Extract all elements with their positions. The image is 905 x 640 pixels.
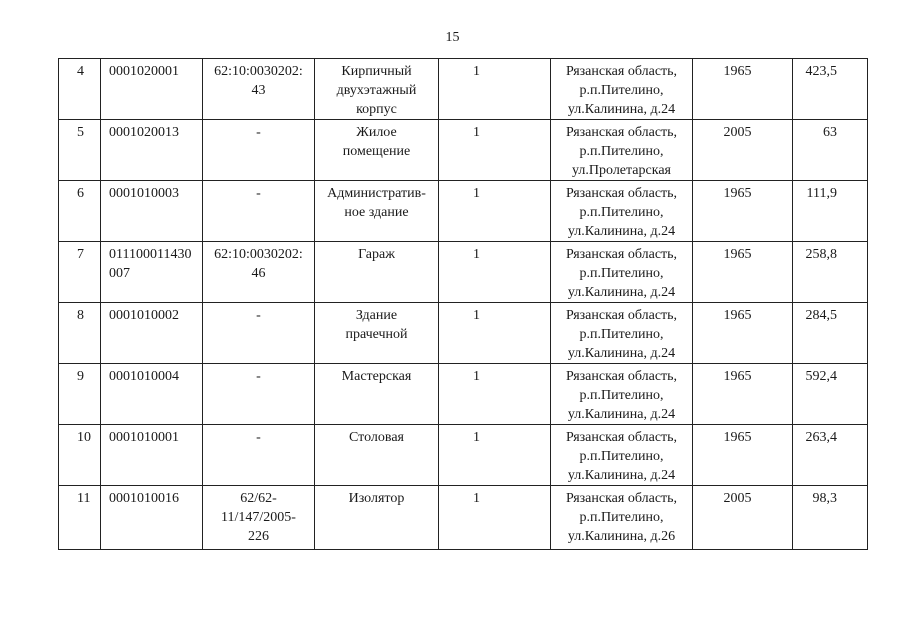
table-row xyxy=(59,242,868,303)
cell-area: 423,5 xyxy=(793,59,868,120)
cell-row-number: 8 xyxy=(59,303,101,364)
property-table xyxy=(58,58,868,550)
cell-quantity: 1 xyxy=(439,181,551,242)
cell-quantity: 1 xyxy=(439,303,551,364)
cell-address: Рязанская область, р.п.Пителино, ул.Пролетарская xyxy=(551,120,693,181)
cell-cadastral-number: - xyxy=(203,364,315,425)
cell-address: Рязанская область, р.п.Пителино, ул.Калинина, д.24 xyxy=(551,59,693,120)
table-row xyxy=(59,120,868,181)
cell-object-name: Административ- ное здание xyxy=(315,181,439,242)
cell-year: 1965 xyxy=(693,303,793,364)
cell-area: 63 xyxy=(793,120,868,181)
cell-cadastral-number: - xyxy=(203,181,315,242)
cell-year: 2005 xyxy=(693,120,793,181)
cell-quantity: 1 xyxy=(439,242,551,303)
cell-row-number: 9 xyxy=(59,364,101,425)
cell-year: 1965 xyxy=(693,425,793,486)
cell-year: 1965 xyxy=(693,181,793,242)
cell-quantity: 1 xyxy=(439,425,551,486)
cell-year: 2005 xyxy=(693,486,793,550)
cell-address: Рязанская область, р.п.Пителино, ул.Калинина, д.24 xyxy=(551,242,693,303)
table-row xyxy=(59,364,868,425)
cell-row-number: 11 xyxy=(59,486,101,550)
cell-cadastral-number: - xyxy=(203,120,315,181)
cell-row-number: 5 xyxy=(59,120,101,181)
table-row xyxy=(59,59,868,120)
cell-inventory-number: 0001010002 xyxy=(101,303,203,364)
cell-inventory-number: 0001020013 xyxy=(101,120,203,181)
cell-inventory-number: 0001010003 xyxy=(101,181,203,242)
cell-cadastral-number: - xyxy=(203,303,315,364)
cell-year: 1965 xyxy=(693,59,793,120)
cell-inventory-number: 0001010016 xyxy=(101,486,203,550)
cell-address: Рязанская область, р.п.Пителино, ул.Калинина, д.24 xyxy=(551,181,693,242)
cell-address: Рязанская область, р.п.Пителино, ул.Калинина, д.24 xyxy=(551,364,693,425)
cell-area: 258,8 xyxy=(793,242,868,303)
cell-inventory-number: 011100011430 007 xyxy=(101,242,203,303)
cell-row-number: 6 xyxy=(59,181,101,242)
table-row xyxy=(59,303,868,364)
cell-area: 98,3 xyxy=(793,486,868,550)
cell-area: 111,9 xyxy=(793,181,868,242)
cell-object-name: Мастерская xyxy=(315,364,439,425)
cell-address: Рязанская область, р.п.Пителино, ул.Калинина, д.24 xyxy=(551,425,693,486)
cell-area: 592,4 xyxy=(793,364,868,425)
cell-address: Рязанская область, р.п.Пителино, ул.Калинина, д.24 xyxy=(551,303,693,364)
cell-object-name: Гараж xyxy=(315,242,439,303)
cell-inventory-number: 0001020001 xyxy=(101,59,203,120)
cell-object-name: Изолятор xyxy=(315,486,439,550)
cell-inventory-number: 0001010001 xyxy=(101,425,203,486)
cell-year: 1965 xyxy=(693,364,793,425)
cell-row-number: 4 xyxy=(59,59,101,120)
cell-object-name: Столовая xyxy=(315,425,439,486)
cell-object-name: Жилое помещение xyxy=(315,120,439,181)
cell-quantity: 1 xyxy=(439,59,551,120)
cell-quantity: 1 xyxy=(439,120,551,181)
cell-row-number: 7 xyxy=(59,242,101,303)
cell-object-name: Кирпичный двухэтажный корпус xyxy=(315,59,439,120)
cell-cadastral-number: - xyxy=(203,425,315,486)
cell-object-name: Здание прачечной xyxy=(315,303,439,364)
cell-row-number: 10 xyxy=(59,425,101,486)
table-row xyxy=(59,425,868,486)
cell-inventory-number: 0001010004 xyxy=(101,364,203,425)
cell-quantity: 1 xyxy=(439,364,551,425)
table-row xyxy=(59,486,868,550)
table-row xyxy=(59,181,868,242)
cell-area: 263,4 xyxy=(793,425,868,486)
cell-area: 284,5 xyxy=(793,303,868,364)
cell-cadastral-number: 62:10:0030202: 46 xyxy=(203,242,315,303)
cell-cadastral-number: 62/62- 11/147/2005- 226 xyxy=(203,486,315,550)
cell-quantity: 1 xyxy=(439,486,551,550)
cell-address: Рязанская область, р.п.Пителино, ул.Калинина, д.26 xyxy=(551,486,693,550)
page-number: 15 xyxy=(445,30,460,45)
cell-cadastral-number: 62:10:0030202: 43 xyxy=(203,59,315,120)
cell-year: 1965 xyxy=(693,242,793,303)
